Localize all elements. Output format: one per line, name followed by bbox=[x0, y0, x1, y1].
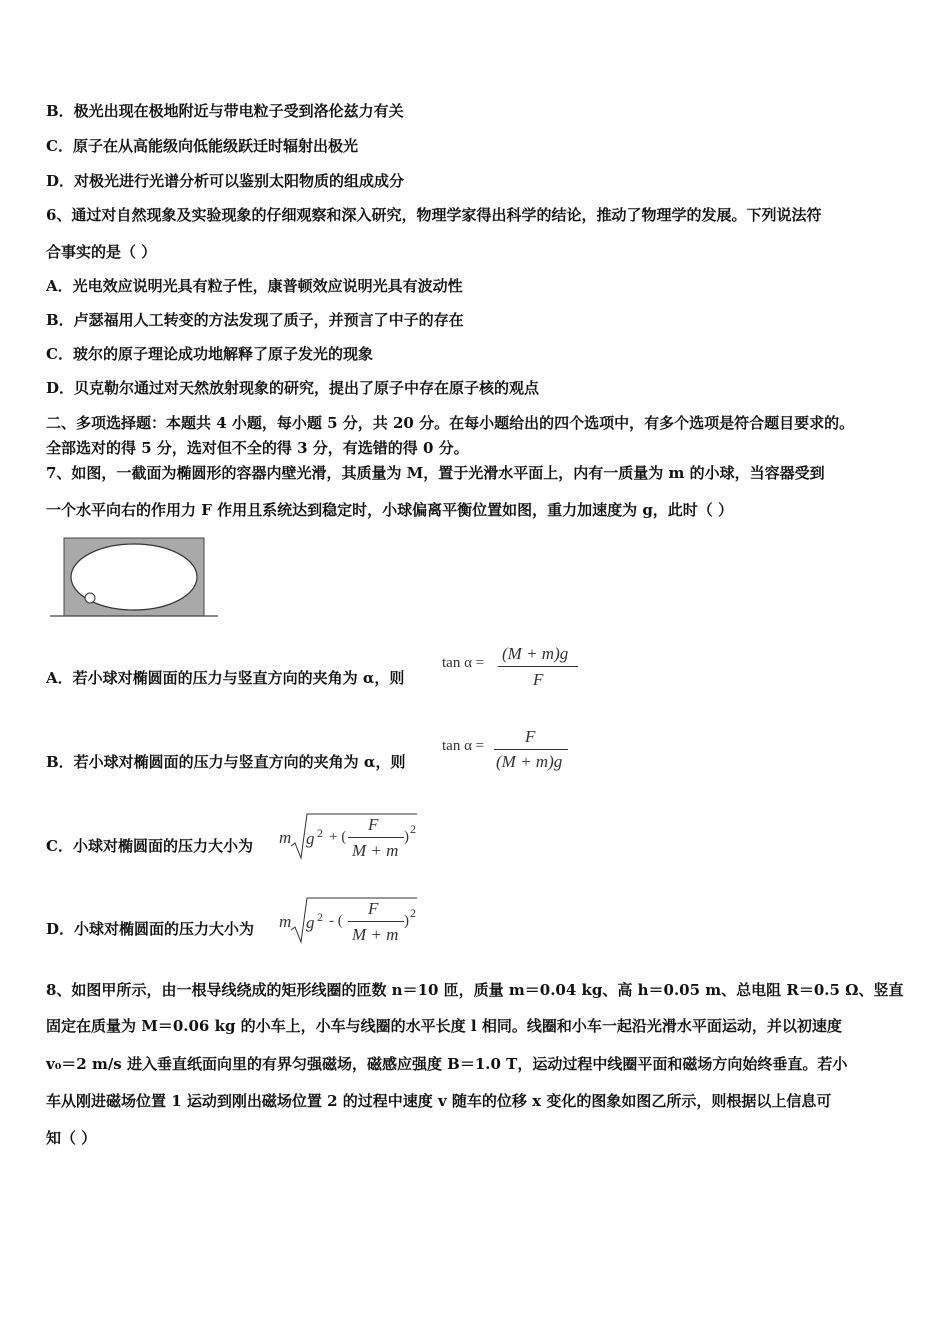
question-7-option-a: A．若小球对椭圆面的压力与竖直方向的夹角为 α，则 bbox=[46, 669, 405, 687]
question-6-option-d: D．贝克勒尔通过对天然放射现象的研究，提出了原子中存在原子核的观点 bbox=[46, 379, 540, 397]
formula-d-square-1: 2 bbox=[317, 910, 323, 924]
formula-b-denominator: (M + m)g bbox=[496, 752, 563, 771]
formula-a-lhs: tan α = bbox=[442, 655, 485, 671]
ellipse-container-figure bbox=[50, 536, 220, 620]
formula-c-fraction-bar bbox=[348, 837, 404, 838]
question-7-line-1: 7、如图，一截面为椭圆形的容器内壁光滑，其质量为 M，置于光滑水平面上，内有一质量为 m 的小球，当容器受到 bbox=[46, 464, 825, 482]
formula-c-square-1: 2 bbox=[317, 826, 323, 840]
formula-d-fraction-bar bbox=[348, 921, 404, 922]
question-7-option-c: C．小球对椭圆面的压力大小为 bbox=[46, 837, 253, 855]
question-7-option-d: D．小球对椭圆面的压力大小为 bbox=[46, 920, 255, 938]
option-b-aurora: B．极光出现在极地附近与带电粒子受到洛伦兹力有关 bbox=[46, 102, 404, 120]
formula-c-close: ) bbox=[404, 829, 409, 845]
formula-c-m: m bbox=[279, 828, 292, 847]
formula-b-fraction-bar bbox=[494, 749, 568, 750]
formula-a-numerator: (M + m)g bbox=[502, 644, 569, 663]
formula-d-operator: - ( bbox=[329, 913, 343, 929]
formula-d-m: m bbox=[279, 912, 292, 931]
formula-b-numerator: F bbox=[525, 727, 536, 746]
formula-a-denominator: F bbox=[533, 670, 544, 689]
formula-c-denominator: M + m bbox=[352, 841, 399, 860]
formula-b-lhs: tan α = bbox=[442, 738, 485, 754]
formula-c-operator: + ( bbox=[329, 829, 347, 845]
formula-d-numerator: F bbox=[368, 899, 379, 918]
question-6-option-c: C．玻尔的原子理论成功地解释了原子发光的现象 bbox=[46, 345, 373, 363]
question-8-line-1: 8、如图甲所示，由一根导线绕成的矩形线圈的匝数 n＝10 匝，质量 m＝0.04 kg、高 h＝0.05 m、总电阻 R＝0.5 Ω、竖直 bbox=[46, 981, 904, 999]
question-8-line-4: 车从刚进磁场位置 1 运动到刚出磁场位置 2 的过程中速度 v 随车的位移 x 变化的图象如图乙所示，则根据以上信息可 bbox=[46, 1092, 832, 1110]
section-2-heading-line-2: 全部选对的得 5 分，选对但不全的得 3 分，有选错的得 0 分。 bbox=[46, 439, 469, 457]
formula-c-g: g bbox=[306, 829, 315, 848]
formula-c-square-2: 2 bbox=[410, 822, 416, 836]
formula-a-fraction-bar bbox=[498, 666, 578, 667]
question-6-line-1: 6、通过对自然现象及实验现象的仔细观察和深入研究，物理学家得出科学的结论，推动了物理学的发展。下列说法符 bbox=[46, 206, 822, 224]
question-6-option-a: A．光电效应说明光具有粒子性，康普顿效应说明光具有波动性 bbox=[46, 277, 463, 295]
formula-d-g: g bbox=[306, 913, 315, 932]
question-6-option-b: B．卢瑟福用人工转变的方法发现了质子，并预言了中子的存在 bbox=[46, 311, 464, 329]
option-d-aurora: D．对极光进行光谱分析可以鉴别太阳物质的组成成分 bbox=[46, 172, 405, 190]
formula-d-denominator: M + m bbox=[352, 925, 399, 944]
section-2-heading-line-1: 二、多项选择题：本题共 4 小题，每小题 5 分，共 20 分。在每小题给出的四个选项中，有多个选项是符合题目要求的。 bbox=[46, 414, 855, 432]
formula-d-square-2: 2 bbox=[410, 906, 416, 920]
question-8-line-2: 固定在质量为 M＝0.06 kg 的小车上，小车与线圈的水平长度 l 相同。线圈和小车一起沿光滑水平面运动，并以初速度 bbox=[46, 1017, 842, 1035]
option-c-aurora: C．原子在从高能级向低能级跃迁时辐射出极光 bbox=[46, 137, 358, 155]
formula-d-close: ) bbox=[404, 913, 409, 929]
question-8-line-5: 知（ ） bbox=[46, 1129, 97, 1147]
formula-c-numerator: F bbox=[368, 815, 379, 834]
question-8-line-3: v₀＝2 m/s 进入垂直纸面向里的有界匀强磁场，磁感应强度 B＝1.0 T，运动过程中线圈平面和磁场方向始终垂直。若小 bbox=[46, 1055, 848, 1073]
question-7-line-2: 一个水平向右的作用力 F 作用且系统达到稳定时，小球偏离平衡位置如图，重力加速度为 g，此时（ ） bbox=[46, 501, 734, 519]
question-7-option-b: B．若小球对椭圆面的压力与竖直方向的夹角为 α，则 bbox=[46, 753, 406, 771]
question-6-line-2: 合事实的是（ ） bbox=[46, 243, 157, 261]
